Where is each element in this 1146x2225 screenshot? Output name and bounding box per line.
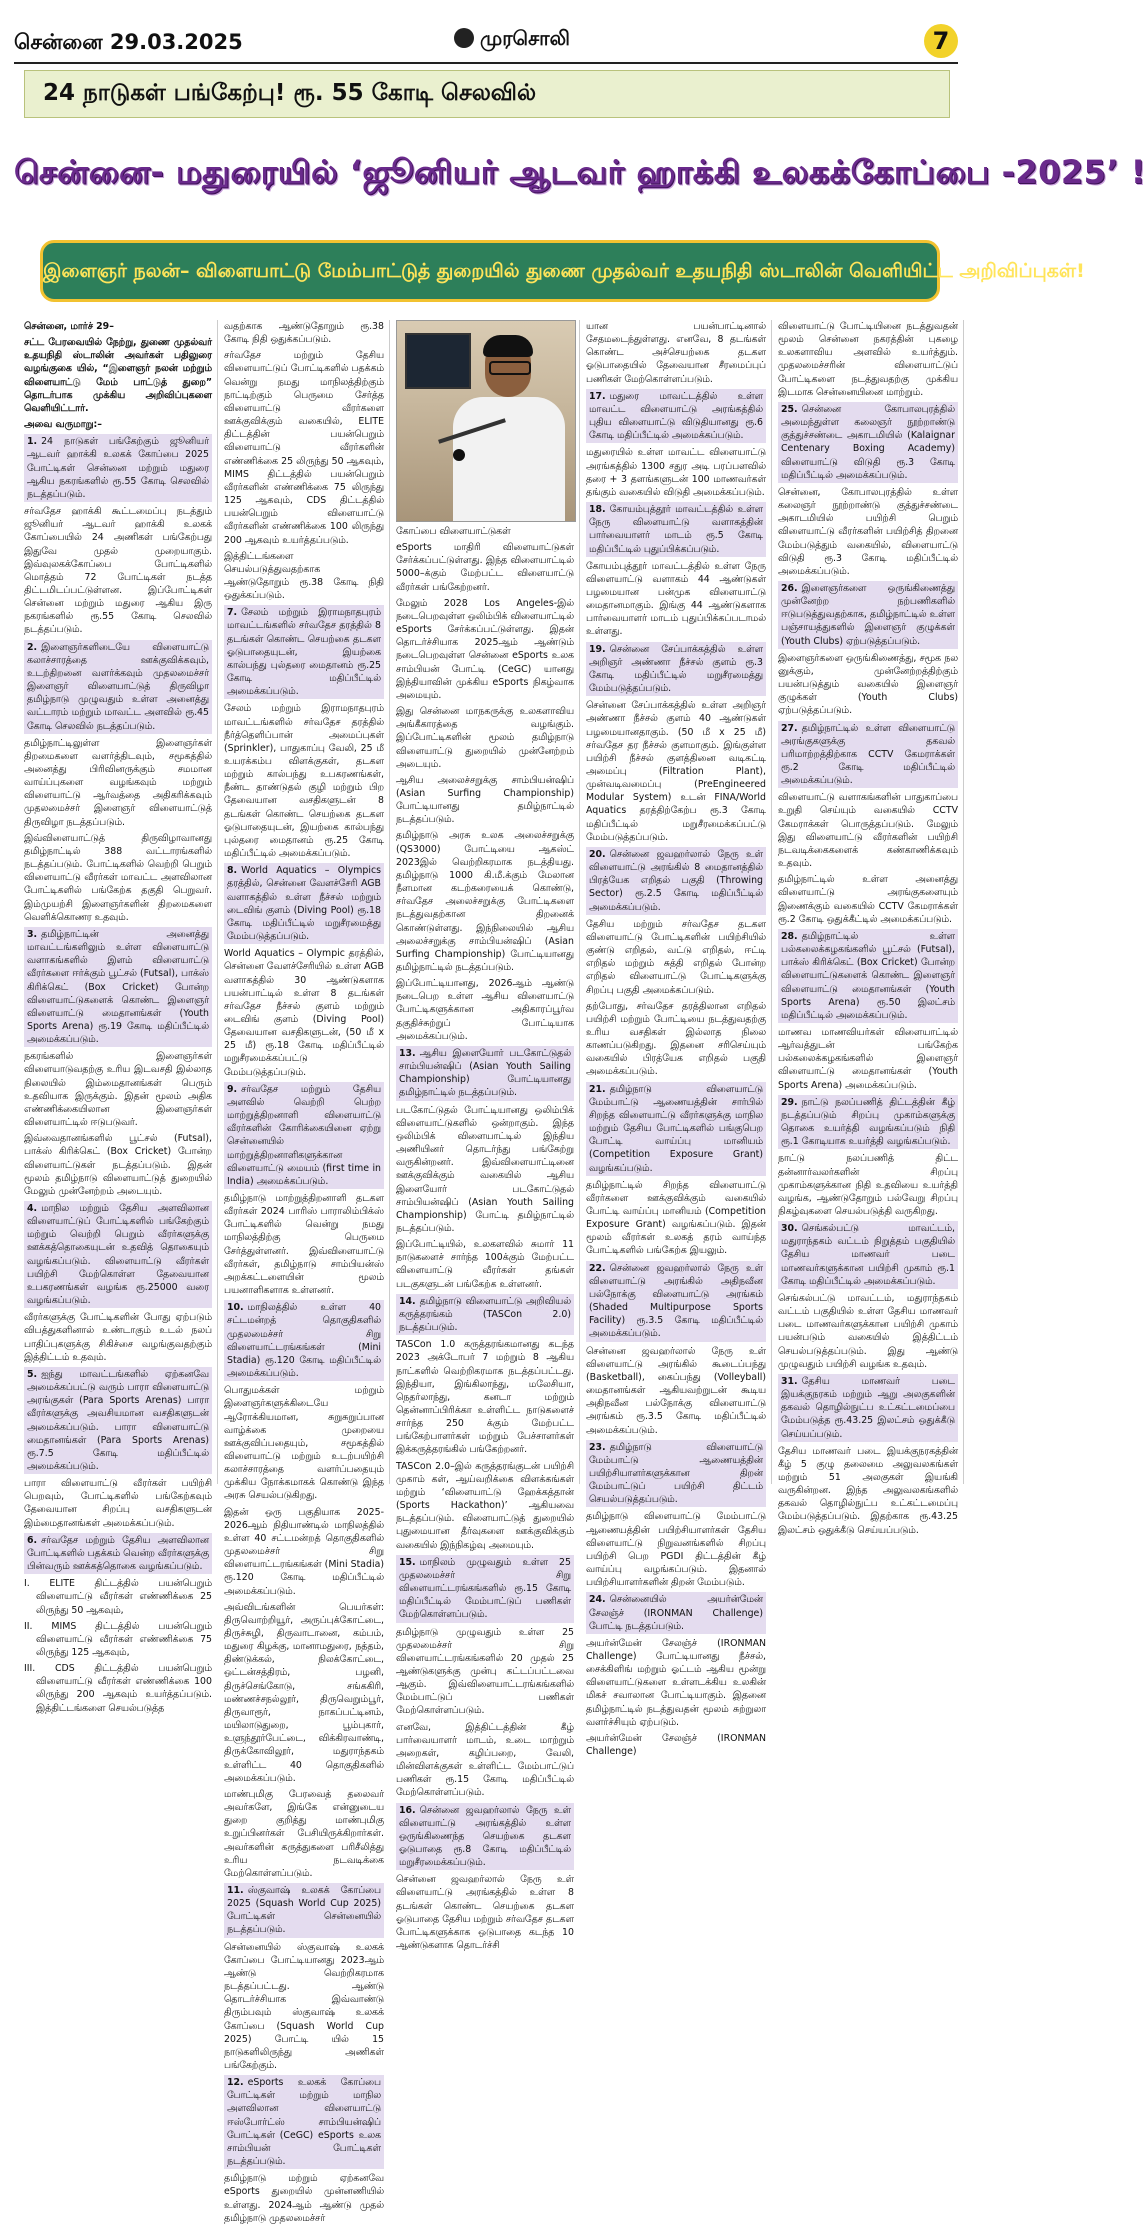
announcement-3: 3. தமிழ்நாட்டின் அனைத்து மாவட்டங்களிலும் உள்ள விளையாட்டு வளாகங்களில் இளம் விளையாட்டு வீரர்களை ஈர்க்கும் பூட்சல் (Futsal), பாக்ஸ் கிரிக்கெட் (Box Cricket) போன்ற விளையாட்டுகளைக் கொண்ட இளைஞர் விளையாட்டு மைதானங்கள் (Youth Sports Arena) ரூ.19 கோடி மதிப்பீட்டில் அமைக்கப்படும். bbox=[24, 927, 212, 1047]
column-4 bbox=[586, 320, 766, 1758]
sub-item: II. MIMS திட்டத்தில் பயன்பெறும் விளையாட்டு வீரர்கள் எண்ணிக்கை 75 லிருந்து 125 ஆகவும், bbox=[24, 1620, 212, 1658]
paragraph: இளைஞர்களை ஒருங்கிணைத்து, சமூக நல னுக்கும், முன்னேற்றத்திற்கும் பயன்படுத்தும் வகையில் இளைஞர் குழுக்கள் (Youth Clubs) ஏற்படுத்தப்படும். bbox=[778, 652, 958, 717]
intro-paragraph: சட்ட பேரவையில் நேற்று, துணை முதல்வர் உதயநிதி ஸ்டாலின் அவர்கள் பதிலுரை வழங்குகை யில், “இளைஞர் நலன் மற்றும் விளையாட்டு மேம் பாட்டுத் துறை” தொடர்பாக முக்கிய அறிவிப்புகளை வெளியிட்டார். bbox=[24, 337, 212, 414]
announcement-7: 7. சேலம் மற்றும் இராமநாதபுரம் மாவட்டங்களில் சர்வதேச தரத்தில் 8 தடங்கள் கொண்ட செயற்கை தடகள ஓடுபாதையுடன், இயற்கை கால்பந்து புல்தரை மைதானம் ரூ.25 கோடி மதிப்பீட்டில் அமைக்கப்படும். bbox=[224, 605, 384, 699]
paragraph: தமிழ்நாட்டில் உள்ள அனைத்து விளையாட்டு அரங்குகளையும் இணைக்கும் வகையில் CCTV கேமராக்கள் ரூ.2 கோடி ஒதுக்கீட்டில் அமைக்கப்படும். bbox=[778, 874, 958, 925]
announcement-24: 24. சென்னையில் அயர்ன்மேன் சேலஞ்ச் (IRONMAN Challenge) போட்டி நடத்தப்படும். bbox=[586, 1592, 766, 1633]
headline-text: சென்னை- மதுரையில் ‘ஜூனியர் ஆடவர் ஹாக்கி உலகக்கோப்பை -2025’ ! bbox=[14, 153, 1146, 191]
announcement-13: 13. ஆசிய இளையோர் படகோட்டுதல் சாம்பியன்ஷிப் (Asian Youth Sailing Championship) போட்டியானது தமிழ்நாட்டில் நடத்தப்படும். bbox=[396, 1046, 574, 1101]
paragraph: சென்னையில் ஸ்குவாஷ் உலகக் கோப்பை போட்டியானது 2023ஆம் ஆண்டு வெற்றிகரமாக நடத்தப்பட்டது. ஆண்டு தொடர்ச்சியாக இவ்வாண்டு திரும்பவும் ஸ்குவாஷ் உலகக் கோப்பை (Squash World Cup 2025) போட்டி யில் 15 நாடுகளிலிருந்து அணிகள் பங்கேற்கும். bbox=[224, 1941, 384, 2071]
column-2 bbox=[224, 320, 384, 2224]
announcement-31: 31. தேசிய மாணவர் படை இயக்குநரகம் மற்றும் ஆறு அலகுகளின் தகவல் தொழில்நுட்ப உட்கட்டமைப்பை மேம்படுத்த ரூ.43.25 இலட்சம் ஒதுக்கீடு செய்யப்படும். bbox=[778, 1374, 958, 1442]
subheadline-text: இளைஞர் நலன்– விளையாட்டு மேம்பாட்டுத் துறையில் துணை முதல்வர் உதயநிதி ஸ்டாலின் வெளியிட்ட அறிவிப்புகள்! bbox=[43, 260, 1085, 282]
kicker-text: 24 நாடுகள் பங்கேற்பு! ரூ. 55 கோடி செலவில் bbox=[43, 80, 537, 106]
announcement-25: 25. சென்னை கோபாலபுரத்தில் அமைந்துள்ள கலைஞர் நூற்றாண்டு குத்துச்சண்டை அகாடமியில் (Kalaignar Centenary Boxing Academy) விளையாட்டு விடுதி ரூ.3 கோடி மதிப்பீட்டில் அமைக்கப்படும். bbox=[778, 402, 958, 483]
announcement-16: 16. சென்னை ஜவஹர்லால் நேரு உள் விளையாட்டு அரங்கத்தில் உள்ள ஒருங்கிணைந்த செயற்கை தடகள ஓடுபாதை ரூ.8 கோடி மதிப்பீட்டில் மறுசீரமைக்கப்படும். bbox=[396, 1803, 574, 1871]
column-5 bbox=[778, 320, 958, 1536]
kicker-band bbox=[24, 70, 950, 118]
paragraph: இப்போட்டியில், உலகளவில் சுமார் 11 நாடுகளைச் சார்ந்த 100க்கும் மேற்பட்ட விளையாட்டு வீரர்கள் தங்கள் படகுகளுடன் பங்கேற்க உள்ளனர். bbox=[396, 1239, 574, 1290]
wristwatch-icon bbox=[453, 449, 465, 461]
announcement-15: 15. மாநிலம் முழுவதும் உள்ள 25 முதலமைச்சர் சிறு விளையாட்டரங்கங்களில் ரூ.15 கோடி மதிப்பீட்டில் மேம்பாட்டுப் பணிகள் மேற்கொள்ளப்படும். bbox=[396, 1555, 574, 1623]
announcement-8: 8. World Aquatics – Olympics தரத்தில், சென்னை வேளச்சேரி AGB வளாகத்தில் உள்ள நீச்சல் மற்றும் டைவிங் குளம் (Diving Pool) ரூ.18 கோடி மதிப்பீட்டில் மறுசீரமைத்து மேம்படுத்தப்படும். bbox=[224, 863, 384, 944]
masthead-date: சென்னை 29.03.2025 bbox=[14, 30, 243, 54]
paragraph: World Aquatics – Olympic தரத்தில், சென்னை வேளச்சேரியில் உள்ள AGB வளாகத்தில் 30 ஆண்டுகளாக பயன்பாட்டில் உள்ள 8 தடங்கள் சர்வதேச நீச்சல் குளம் மற்றும் டைவிங் குளம் (Diving Pool) தேவையான வசதிகளுடன், (50 மீ x 25 மீ) ரூ.18 கோடி மதிப்பீட்டில் மறுசீரமைக்கப்பட்டு மேம்படுத்தப்படும். bbox=[224, 948, 384, 1078]
announcement-17: 17. மதுரை மாவட்டத்தில் உள்ள மாவட்ட விளையாட்டு அரங்கத்தில் புதிய விளையாட்டு விடுதியானது ரூ.6 கோடி மதிப்பீட்டில் அமைக்கப்படும். bbox=[586, 389, 766, 444]
headline bbox=[14, 120, 1146, 224]
paragraph: அயர்ன்மேன் சேலஞ்ச் (IRONMAN Challenge) போட்டியானது நீச்சல், சைக்கிளிங் மற்றும் ஓட்டம் ஆகிய மூன்று விளையாட்டுகளை உள்ளடக்கிய உலகின் மிகச் சவாலான போட்டியாகும். இதனை தமிழ்நாட்டில் நடத்துவதன் மூலம் சுற்றுலா வளர்ச்சியும் ஏற்படும். bbox=[586, 1637, 766, 1728]
paragraph: தமிழ்நாடு விளையாட்டு மேம்பாட்டு ஆணையத்தின் பயிற்சியாளர்கள் தேசிய விளையாட்டு நிறுவனங்களில் சிறப்பு பயிற்சி பெற PGDI திட்டத்தின் கீழ் வாய்ப்பு வழங்கப்படும். இதனால் பயிற்சியாளர்களின் திறன் மேம்படும். bbox=[586, 1511, 766, 1589]
announcement-4: 4. மாநில மற்றும் தேசிய அளவிலான விளையாட்டுப் போட்டிகளில் பங்கேற்கும் மற்றும் வெற்றி பெறும் வீரர்களுக்கு ஊக்கத்தொகையுடன் உதவித் தொகையும் வழங்கப்படும். விளையாட்டு வீரர்கள் பயிற்சி மேற்கொள்ள தேவையான உபகரணங்கள் வழங்க ரூ.25000 வரை வழங்கப்படும். bbox=[24, 1201, 212, 1308]
paragraph: அவ்விடங்களின் பெயர்கள்: திருவொற்றியூர், அருப்புக்கோட்டை, திருச்சுழி, திருவாடானை, கம்பம், மதுரை கிழக்கு, மானாமதுரை, நத்தம், திண்டுக்கல், நிலக்கோட்டை, ஒட்டன்சத்திரம், பழனி, திருச்செங்கோடு, சங்ககிரி, மண்ணச்சநல்லூர், திருவெறும்பூர், திருவாரூர், நாகப்பட்டினம், மயிலாடுதுறை, பூம்புகார், உளுந்தூர்பேட்டை, விக்கிரவாண்டி, திருக்கோவிலூர், மதுராந்தகம் உள்ளிட்ட 40 தொகுதிகளில் அமைக்கப்படும். bbox=[224, 1601, 384, 1784]
announcement-10: 10. மாநிலத்தில் உள்ள 40 சட்டமன்றத் தொகுதிகளில் முதலமைச்சர் சிறு விளையாட்டரங்கங்கள் (Mini Stadia) ரூ.120 கோடி மதிப்பீட்டில் அமைக்கப்படும். bbox=[224, 1300, 384, 1381]
paragraph: நகரங்களில் இளைஞர்கள் விளையாடுவதற்கு உரிய இடவசதி இல்லாத நிலையில் இம்மைதானங்கள் பெரும் உதவியாக இருக்கும். இதன் மூலம் அதிக எண்ணிக்கையிலான இளைஞர்கள் விளையாட்டில் ஈடுபடுவர். bbox=[24, 1051, 212, 1129]
paragraph: TASCon 1.0 கருத்தரங்கமானது கடந்த 2023 அக்டோபர் 7 மற்றும் 8 ஆகிய நாட்களில் வெற்றிகரமாக நடத்தப்பட்டது. இந்தியா, இங்கிலாந்து, மலேசியா, நெதர்லாந்து, கனடா மற்றும் தென்னாப்பிரிக்கா உள்ளிட்ட நாடுகளைச் சார்ந்த 250 க்கும் மேற்பட்ட பங்கேற்பாளர்கள் மற்றும் பேச்சாளர்கள் இக்கருத்தரங்கில் பங்கேற்றனர். bbox=[396, 1339, 574, 1456]
sub-item: I. ELITE திட்டத்தில் பயன்பெறும் விளையாட்டு வீரர்கள் எண்ணிக்கை 25 லிருந்து 50 ஆகவும், bbox=[24, 1578, 212, 1616]
announcement-20: 20. சென்னை ஜவஹர்லால் நேரு உள் விளையாட்டு அரங்கில் 8 மைதானத்தில் பிரத்யேக எறிதல் பகுதி (Throwing Sector) ரூ.2.5 கோடி மதிப்பீட்டில் அமைக்கப்படும். bbox=[586, 847, 766, 915]
paragraph: தமிழ்நாடு அரசு உலக அலைச்சறுக்கு (QS3000) போட்டியை ஆகஸ்ட் 2023இல் வெற்றிகரமாக நடத்தியது. தமிழ்நாடு 1000 கி.மீ.க்கும் மேலான நீளமான கடற்கரையைக் கொண்டு, சர்வதேச அலைச்சறுக்கு போட்டிகளை நடத்துவதற்கான திறனைக் கொண்டுள்ளது. இந்நிலையில் ஆசிய அலைச்சறுக்கு சாம்பியன்ஷிப் (Asian Surfing Championship) போட்டியானது தமிழ்நாட்டில் நடத்தப்படும். bbox=[396, 830, 574, 973]
paragraph: படகோட்டுதல் போட்டியானது ஒலிம்பிக் விளையாட்டுகளில் ஒன்றாகும். இந்த ஒலிம்பிக் விளையாட்டில் இந்திய அணியினர் தொடர்ந்து பங்கேற்று வருகின்றனர். இவ்விளையாட்டினை ஊக்குவிக்கும் வகையில் ஆசிய இளையோர் படகோட்டுதல் சாம்பியன்ஷிப் (Asian Youth Sailing Championship) போட்டி தமிழ்நாட்டில் நடத்தப்படும். bbox=[396, 1104, 574, 1234]
masthead bbox=[14, 22, 958, 64]
announcement-21: 21. தமிழ்நாடு விளையாட்டு மேம்பாட்டு ஆணையத்தின் சார்பில் சிறந்த விளையாட்டு வீரர்களுக்கு மாநில மற்றும் தேசிய போட்டிகளில் பங்குபெற போட்டி வாய்ப்பு மானியம் (Competition Exposure Grant) வழங்கப்படும். bbox=[586, 1082, 766, 1176]
announcement-5: 5. ஐந்து மாவட்டங்களில் ஏற்கனவே அமைக்கப்பட்டு வரும் பாரா விளையாட்டு அரங்குகள் (Para Sports Arenas) பாரா வீரர்களுக்கு அவசியமான வசதிகளுடன் அமைக்கப்படும். பாரா விளையாட்டு மைதானங்கள் (Para Sports Arenas) ரூ.7.5 கோடி மதிப்பீட்டில் அமைக்கப்படும். bbox=[24, 1367, 212, 1474]
paragraph: விளையாட்டு வளாகங்களின் பாதுகாப்பை உறுதி செய்யும் வகையில் CCTV கேமராக்கள் பொருத்தப்படும். மேலும் இது விளையாட்டு வீரர்களின் பயிற்சி நடவடிக்கைகளைக் கண்காணிக்கவும் உதவும். bbox=[778, 792, 958, 870]
paragraph: தமிழ்நாட்டில் சிறந்த விளையாட்டு வீரர்களை ஊக்குவிக்கும் வகையில் போட்டி வாய்ப்பு மானியம் (Competition Exposure Grant) வழங்கப்படும். இதன் மூலம் வீரர்கள் உலகத் தரம் வாய்ந்த போட்டிகளில் பங்கேற்க இயலும். bbox=[586, 1179, 766, 1257]
paragraph: சேலம் மற்றும் இராமநாதபுரம் மாவட்டங்களில் சர்வதேச தரத்தில் நீர்த்தெளிப்பான் அமைப்புகள் (Sprinkler), பாதுகாப்பு வேலி, 25 மீ உயரக்கம்ப விளக்குகள், தடகள மற்றும் கால்பந்து உபகரணங்கள், நீண்ட தாண்டுதல் குழி மற்றும் பிற தேவையான வசதிகளுடன் 8 தடங்கள் கொண்ட செயற்கை தடகள ஓடுபாதையுடன், இயற்கை கால்பந்து புல்தரை மைதானம் ரூ.25 கோடி மதிப்பீட்டில் அமைக்கப்படும். bbox=[224, 703, 384, 860]
paragraph: தேசிய மற்றும் சர்வதேச தடகள விளையாட்டு போட்டிகளின் பயிற்சியில் குண்டு எறிதல், வட்டு எறிதல், ஈட்டி எறிதல் மற்றும் சுத்தி எறிதல் போன்ற எறிதல் விளையாட்டு போட்டிகளுக்கு சிறப்பு பகுதி அமைக்கப்படும். bbox=[586, 918, 766, 996]
speaker-shirt bbox=[453, 397, 565, 521]
paragraph: செங்கல்பட்டு மாவட்டம், மதுராந்தகம் வட்டம் பகுதியில் உள்ள தேசிய மாணவர் படை மாணவர்களுக்கான பயிற்சி முகாம் பயன்படும் வகையில் இத்திட்டம் செயல்படுத்தப்படும். இது ஆண்டு முழுவதும் பயிற்சி வழங்க உதவும். bbox=[778, 1292, 958, 1370]
announcement-30: 30. செங்கல்பட்டு மாவட்டம், மதுராந்தகம் வட்டம் நிறுத்தம் பகுதியில் தேசிய மாணவர் படை மாணவர்களுக்கான பயிற்சி முகாம் ரூ.1 கோடி மதிப்பீட்டில் அமைக்கப்படும். bbox=[778, 1221, 958, 1289]
paragraph: சென்னை ஜவஹர்லால் நேரு உள் விளையாட்டு அரங்கில் கூடைப்பந்து (Basketball), கைப்பந்து (Volleyball) மைதானங்கள் ஆகியவற்றுடன் கூடிய அதிநவீன பல்நோக்கு விளையாட்டு அரங்கம் ரூ.3.5 கோடி மதிப்பீட்டில் அமைக்கப்படும். bbox=[586, 1345, 766, 1436]
photo-caption: கோப்பை விளையாட்டுகள் bbox=[396, 526, 511, 537]
paragraph: இவ்விளையாட்டுத் திருவிழாவானது தமிழ்நாட்டில் 388 வட்டாரங்களில் நடத்தப்படும். போட்டிகளில் வெற்றி பெறும் விளையாட்டு வீரர்கள் மாவட்ட அளவிலான போட்டிகளில் பங்கேற்க தகுதி பெறுவர். இம்முயற்சி இளைஞர்களின் திறமைகளை வெளிக்கொணர உதவும். bbox=[24, 832, 212, 923]
announcement-28: 28. தமிழ்நாட்டில் உள்ள பல்கலைக்கழகங்களில் பூட்சல் (Futsal), பாக்ஸ் கிரிக்கெட் (Box Cricket) போன்ற விளையாட்டுகளைக் கொண்ட இளைஞர் விளையாட்டு மைதானங்கள் (Youth Sports Arena) ரூ.50 இலட்சம் மதிப்பீட்டில் அமைக்கப்படும். bbox=[778, 929, 958, 1023]
masthead-logo bbox=[454, 26, 570, 53]
announcement-26: 26. இளைஞர்களை ஒருங்கிணைத்து முன்னேற்ற நற்பணிகளில் ஈடுபடுத்துவதற்காக, தமிழ்நாட்டில் உள்ள பஞ்சாயத்துகளில் இளைஞர் குழுக்கள் (Youth Clubs) ஏற்படுத்தப்படும். bbox=[778, 581, 958, 649]
announcement-12: 12. eSports உலகக் கோப்பை போட்டிகள் மற்றும் மாநில அளவிலான விளையாட்டு ஈஸ்போர்ட்ஸ் சாம்பியன்ஷிப் போட்டிகள் (CeGC) eSports உலக சாம்பியன் போட்டிகள் நடத்தப்படும். bbox=[224, 2075, 384, 2169]
paragraph: TASCon 2.0–இல் கருத்தரங்குடன் பயிற்சி முகாம் கள், ஆய்வறிக்கை விளக்கங்கள் மற்றும் ‘விளையாட்டு ஹேக்கத்தான் (Sports Hackathon)’ ஆகியவை நடத்தப்படும். விளையாட்டுத் துறையில் புதுமையான தீர்வுகளை ஊக்குவிக்கும் வகையில் இந்நிகழ்வு அமையும். bbox=[396, 1460, 574, 1551]
paragraph: இப்போட்டியானது, 2026ஆம் ஆண்டு நடைபெற உள்ள ஆசிய விளையாட்டு போட்டிகளுக்கான அதிகாரப்பூர்வ தகுதிச்சுற்றுப் போட்டியாக அமைக்கப்படும். bbox=[396, 978, 574, 1042]
paragraph: தற்போது, சர்வதேச தரத்திலான எறிதல் பயிற்சி மற்றும் போட்டியை நடத்துவதற்கு உரிய வசதிகள் இல்லாத நிலை காணப்படுகிறது. இதனை சரிசெய்யும் வகையில் பிரத்யேக எறிதல் பகுதி அமைக்கப்படும். bbox=[586, 1000, 766, 1078]
rising-sun-emblem-icon bbox=[454, 28, 474, 48]
dateline: சென்னை, மார்ச் 29– bbox=[24, 321, 114, 332]
subheadline-band bbox=[40, 240, 1085, 302]
paragraph: யான பயன்பாட்டினால் சேதமடைந்துள்ளது. எனவே, 8 தடங்கள் கொண்ட அச்செயற்கை தடகள ஓடுபாதையில் தேவையான சீரமைப்புப் பணிகள் மேற்கொள்ளப்படும். bbox=[586, 321, 766, 385]
paper-name: முரசொலி bbox=[480, 26, 570, 50]
paragraph: எனவே, இத்திட்டத்தின் கீழ் பார்வையாளர் மாடம், உடை மாற்றும் அறைகள், கழிப்பறை, வேலி, மின்விளக்குகள் உள்ளிட்ட மேம்பாட்டுப் பணிகள் ரூ.15 கோடி மதிப்பீட்டில் மேற்கொள்ளப்படும். bbox=[396, 1721, 574, 1799]
paragraph: தமிழ்நாட்டிலுள்ள இளைஞர்கள் திறமைகளை வளர்த்திடவும், சமூகத்தில் அனைத்து பிரிவினருக்கும் சமமான வாய்ப்புகளை வழங்கவும் மற்றும் விளையாட்டு ஆர்வத்தை அதிகரிக்கவும் முதலமைச்சர் இளைஞர் விளையாட்டுத் திருவிழா நடத்தப்படும். bbox=[24, 737, 212, 828]
announcement-29: 29. நாட்டு நலப்பணித் திட்டத்தின் கீழ் நடத்தப்படும் சிறப்பு முகாம்களுக்கு தொகை உயர்த்தி வழங்கப்படும் நிதி ரூ.1 கோடியாக உயர்த்தி வழங்கப்படும். bbox=[778, 1095, 958, 1150]
paragraph: விளையாட்டு போட்டியினை நடத்துவதன் மூலம் சென்னை நகரத்தின் புகழை உலகளாவிய அளவில் உயர்த்தும். முதலமைச்சரின் விளையாட்டுப் போட்டிகளை நடத்துவதற்கு முக்கிய இடமாக சென்னையினை மாற்றும். bbox=[778, 321, 958, 398]
paragraph: சென்னை, கோபாலபுரத்தில் உள்ள கலைஞர் நூற்றாண்டு குத்துச்சண்டை அகாடமியில் பயிற்சி பெறும் விளையாட்டு வீரர்களின் பயிற்சித் திறனை மேம்படுத்தும் வகையில், விளையாட்டு விடுதி ரூ.3 கோடி மதிப்பீட்டில் அமைக்கப்படும். bbox=[778, 486, 958, 577]
paragraph: தமிழ்நாடு முழுவதும் உள்ள 25 முதலமைச்சர் சிறு விளையாட்டரங்கங்களில் 20 முதல் 25 ஆண்டுகளுக்கு முன்பு கட்டப்பட்டவை ஆகும். இவ்விளையாட்டரங்கங்களில் மேம்பாட்டுப் பணிகள் மேற்கொள்ளப்படும். bbox=[396, 1626, 574, 1717]
paragraph: கோயம்புத்தூர் மாவட்டத்தில் உள்ள நேரு விளையாட்டு வளாகம் 44 ஆண்டுகள் பழமையான பன்முக விளையாட்டு மைதானமாகும். இங்கு 44 ஆண்டுகளாக பார்வையாளர் மாடம் புதுப்பிக்கப்படாமல் உள்ளது. bbox=[586, 560, 766, 638]
paragraph: மதுரையில் உள்ள மாவட்ட விளையாட்டு அரங்கத்தில் 1300 சதுர அடி பரப்பளவில் தரை + 3 தளங்களுடன் 100 மாணவர்கள் தங்கும் வகையில் விடுதி அமைக்கப்படும். bbox=[586, 447, 766, 498]
paragraph: தமிழ்நாடு மற்றும் ஏற்கனவே eSports துறையில் முன்னணியில் உள்ளது. 2024ஆம் ஆண்டு முதல் தமிழ்நாடு முதலமைச்சர் bbox=[224, 2173, 384, 2224]
paragraph: நாட்டு நலப்பணித் திட்ட தன்னார்வலர்களின் சிறப்பு முகாம்களுக்கான நிதி உதவியை உயர்த்தி வழங்க, ஆண்டுதோறும் பல்வேறு சிறப்பு நிகழ்வுகளை செயல்படுத்தி வருகிறது. bbox=[778, 1153, 958, 1217]
paragraph: சர்வதேச ஹாக்கி கூட்டமைப்பு நடத்தும் ஜூனியர் ஆடவர் ஹாக்கி உலகக் கோப்பையில் 24 அணிகள் பங்கேற்பது இதுவே முதல் முறையாகும். இவ்வுலகக்கோப்பை போட்டிகளில் மொத்தம் 72 போட்டிகள் நடத்த திட்டமிடப்பட்டுள்ளன. இப்போட்டிகள் சென்னை மற்றும் மதுரை ஆகிய இரு நகரங்களில் ரூ.55 கோடி செலவில் நடத்தப்படும். bbox=[24, 506, 212, 636]
announcement-19: 19. சென்னை சேப்பாக்கத்தில் உள்ள அறிஞர் அண்ணா நீச்சல் குளம் ரூ.3 கோடி மதிப்பீட்டில் மறுசீரமைத்து மேம்படுத்தப்படும். bbox=[586, 642, 766, 697]
paragraph: வீரர்களுக்கு போட்டிகளின் போது ஏற்படும் விபத்துகளினால் உண்டாகும் உடல் நலப் பாதிப்புகளுக்கு சிகிச்சை வழங்குவதற்கும் இத்திட்டம் உதவும். bbox=[24, 1312, 212, 1363]
column-3 bbox=[396, 320, 574, 1952]
paragraph: அயர்ன்மேன் சேலஞ்ச் (IRONMAN Challenge) bbox=[586, 1732, 766, 1758]
paragraph: eSports மாதிரி விளையாட்டுகள் சேர்க்கப்பட்டுள்ளது. இந்த விளையாட்டில் 5000–க்கும் மேற்பட்ட விளையாட்டு வீரர்கள் பங்கேற்றனர். bbox=[396, 542, 574, 593]
announcement-22: 22. சென்னை ஜவஹர்லால் நேரு உள் விளையாட்டு அரங்கில் அதிநவீன பல்நோக்கு விளையாட்டு அரங்கம் (Shaded Multipurpose Sports Facility) ரூ.3.5 கோடி மதிப்பீட்டில் அமைக்கப்படும். bbox=[586, 1261, 766, 1342]
minister-photo bbox=[396, 320, 576, 522]
announcement-27: 27. தமிழ்நாட்டில் உள்ள விளையாட்டு அரங்குகளுக்கு தகவல் பரிமாற்றத்திற்காக CCTV கேமராக்கள் ரூ.2 கோடி மதிப்பீட்டில் அமைக்கப்படும். bbox=[778, 721, 958, 789]
paragraph: பொதுமக்கள் மற்றும் இளைஞர்களுக்கிடையே ஆரோக்கியமான, சுறுசுறுப்பான வாழ்க்கை முறையை ஊக்குவிப்பதையும், சமூகத்தில் விளையாட்டு மற்றும் உடற்பயிற்சி கலாச்சாரத்தை வளர்ப்பதையும் முக்கிய நோக்கமாகக் கொண்டு இந்த அரசு செயல்படுகிறது. bbox=[224, 1385, 384, 1502]
paragraph: மாண்புமிகு பேரவைத் தலைவர் அவர்களே, இங்கே என்னுடைய துறை குறித்து மாண்புமிகு உறுப்பினர்கள் பேசியிருக்கிறார்கள். அவர்களின் கருத்துகளை பரிசீலித்து உரிய நடவடிக்கை மேற்கொள்ளப்படும். bbox=[224, 1788, 384, 1879]
lead-in: அவை வருமாறு:– bbox=[24, 419, 102, 431]
paragraph: ஆசிய அலைச்சறுக்கு சாம்பியன்ஷிப் (Asian Surfing Championship) போட்டியானது தமிழ்நாட்டில் நடத்தப்படும். bbox=[396, 774, 574, 826]
paragraph: இத்திட்டங்களை செயல்படுத்துவதற்காக ஆண்டுதோறும் ரூ.38 கோடி நிதி ஒதுக்கப்படும். bbox=[224, 550, 384, 602]
monitor-screen bbox=[405, 333, 471, 389]
paragraph: இதன் ஒரு பகுதியாக 2025-2026ஆம் நிதியாண்டில் மாநிலத்தில் உள்ள 40 சட்டமன்றத் தொகுதிகளில் முதலமைச்சர் சிறு விளையாட்டரங்கங்கள் (Mini Stadia) ரூ.120 கோடி மதிப்பீட்டில் அமைக்கப்படும். bbox=[224, 1506, 384, 1597]
paragraph: இவ்வைதானங்களில் பூட்சல் (Futsal), பாக்ஸ் கிரிக்கெட் (Box Cricket) போன்ற விளையாட்டுகள் நடத்தப்படும். இதன் மூலம் தமிழ்நாடு விளையாட்டுத் துறையில் மேலும் முன்னேற்றம் அடையும். bbox=[24, 1133, 212, 1197]
announcement-1: 1. 24 நாடுகள் பங்கேற்கும் ஜூனியர் ஆடவர் ஹாக்கி உலகக் கோப்பை 2025 போட்டிகள் சென்னை மற்றும் மதுரை ஆகிய நகரங்களில் ரூ.55 கோடி செலவில் நடத்தப்படும். bbox=[24, 434, 212, 502]
spectacles-icon bbox=[489, 361, 531, 375]
paragraph: மாணவ மாணவியர்கள் விளையாட்டில் ஆர்வத்துடன் பங்கேற்க பல்கலைக்கழகங்களில் இளைஞர் விளையாட்டு மைதானங்கள் (Youth Sports Arena) அமைக்கப்படும். bbox=[778, 1026, 958, 1091]
paragraph: வதற்காக ஆண்டுதோறும் ரூ.38 கோடி நிதி ஒதுக்கப்படும். bbox=[224, 321, 384, 346]
announcement-6: 6. சர்வதேச மற்றும் தேசிய அளவிலான போட்டிகளில் பதக்கம் வென்ற வீரர்களுக்கு பின்வரும் ஊக்கத்தொகை வழங்கப்படும். bbox=[24, 1533, 212, 1574]
paragraph: தேசிய மாணவர் படை இயக்குநரகத்தின் கீழ் 5 குழு தலைமை அலுவலகங்கள் மற்றும் 51 அலகுகள் இயங்கி வருகின்றன. இந்த அலுவலகங்களில் தகவல் தொழில்நுட்ப உட்கட்டமைப்பு மேம்படுத்தப்படும். இதற்காக ரூ.43.25 இலட்சம் ஒதுக்கீடு செய்யப்படும். bbox=[778, 1445, 958, 1536]
announcement-9: 9. சர்வதேச மற்றும் தேசிய அளவில் வெற்றி பெற்ற மாற்றுத்திறனாளி விளையாட்டு வீரர்களின் கோரிக்கையினை ஏற்று சென்னையில் மாற்றுத்திறனாளிகளுக்கான விளையாட்டு மையம் (first time in India) அமைக்கப்படும். bbox=[224, 1082, 384, 1189]
announcement-18: 18. கோயம்புத்தூர் மாவட்டத்தில் உள்ள நேரு விளையாட்டு வளாகத்தின் பார்வையாளர் மாடம் ரூ.5 கோடி மதிப்பீட்டில் புதுப்பிக்கப்படும். bbox=[586, 502, 766, 557]
column-1 bbox=[24, 320, 212, 1714]
sub-item: III. CDS திட்டத்தில் பயன்பெறும் விளையாட்டு வீரர்கள் எண்ணிக்கை 100 லிருந்து 200 ஆகவும் உயர்த்தப்படும். இத்திட்டங்களை செயல்படுத்த bbox=[24, 1663, 212, 1714]
paragraph: சென்னை சேப்பாக்கத்தில் உள்ள அறிஞர் அண்ணா நீச்சல் குளம் 40 ஆண்டுகள் பழமையானதாகும். (50 மீ x 25 மீ) சர்வதேச தர நீச்சல் குளமாகும். இங்குள்ள பயிற்சி நீச்சல் குளத்தினை வடிகட்டி அமைப்பு (Filtration Plant), முன்வடிவமைப்பு (PreEngineered Modular System) உடன் FINA/World Aquatics தரத்திற்கேற்ப ரூ.3 கோடி மதிப்பீட்டில் மறுசீரமைக்கப்பட்டு மேம்படுத்தப்படும். bbox=[586, 700, 766, 843]
article-columns bbox=[24, 320, 958, 2224]
paragraph: மேலும் 2028 Los Angeles-இல் நடைபெறவுள்ள ஒலிம்பிக் விளையாட்டில் eSports சேர்க்கப்பட்டுள்ளது. இதன் தொடர்ச்சியாக 2025ஆம் ஆண்டும் நடைபெறவுள்ள சென்னை eSports உலக சாம்பியன் போட்டி (CeGC) யானது இந்தியாவின் முக்கிய eSports நிகழ்வாக அமையும். bbox=[396, 597, 574, 701]
paragraph: சர்வதேச மற்றும் தேசிய விளையாட்டுப் போட்டிகளில் பதக்கம் வென்று நமது மாநிலத்திற்கும் நாட்டிற்கும் பெருமை சேர்த்த விளையாட்டு வீரர்களை ஊக்குவிக்கும் வகையில், ELITE திட்டத்தின் பயன்பெறும் விளையாட்டு வீரர்களின் எண்ணிக்கை 25 லிருந்து 50 ஆகவும், MIMS திட்டத்தில் பயன்பெறும் வீரர்களின் எண்ணிக்கை 75 லிருந்து 125 ஆகவும், CDS திட்டத்தில் பயன்பெறும் விளையாட்டு வீரர்களின் எண்ணிக்கை 100 லிருந்து 200 ஆகவும் உயர்த்தப்படும். bbox=[224, 350, 384, 546]
announcement-23: 23. தமிழ்நாடு விளையாட்டு மேம்பாட்டு ஆணையத்தின் பயிற்சியாளர்களுக்கான திறன் மேம்பாட்டுப் பயிற்சி திட்டம் செயல்படுத்தப்படும். bbox=[586, 1440, 766, 1508]
paragraph: தமிழ்நாடு மாற்றுத்திறனாளி தடகள வீரர்கள் 2024 பாரிஸ் பாராலிம்பிக்ஸ் போட்டிகளில் வென்று நமது மாநிலத்திற்கு பெருமை சேர்த்துள்ளனர். இவ்விளையாட்டு வீரர்கள், தமிழ்நாடு சாம்பியன்ஸ் அறக்கட்டளையின் மூலம் பயனாளிகளாக உள்ளனர். bbox=[224, 1193, 384, 1297]
paragraph: பாரா விளையாட்டு வீரர்கள் பயிற்சி பெறவும், போட்டிகளில் பங்கேற்கவும் தேவையான சிறப்பு வசதிகளுடன் இம்மைதானங்கள் அமைக்கப்படும். bbox=[24, 1478, 212, 1529]
speaker-hair bbox=[483, 335, 533, 357]
announcement-14: 14. தமிழ்நாடு விளையாட்டு அறிவியல் கருத்தரங்கம் (TASCon 2.0) நடத்தப்படும். bbox=[396, 1294, 574, 1335]
paragraph: இது சென்னை மாநகருக்கு உலகளாவிய அங்கீகாரத்தை வழங்கும். இப்போட்டிகளின் மூலம் தமிழ்நாடு விளையாட்டு துறையில் முன்னேற்றம் அடையும். bbox=[396, 706, 574, 770]
announcement-11: 11. ஸ்குவாஷ் உலகக் கோப்பை 2025 (Squash World Cup 2025) போட்டிகள் சென்னையில் நடத்தப்படும். bbox=[224, 1883, 384, 1938]
page-number-badge: 7 bbox=[924, 24, 958, 58]
announcement-2: 2. இளைஞர்களிடையே விளையாட்டு கலாச்சாரத்தை ஊக்குவிக்கவும், உடற்திறனை வளர்க்கவும் முதலமைச்சர் இளைஞர் விளையாட்டுத் திருவிழா தமிழ்நாடு முழுவதும் உள்ள அனைத்து வட்டாரம் மற்றும் மாவட்ட அளவில் ரூ.45 கோடி செலவில் நடத்தப்படும். bbox=[24, 640, 212, 734]
paragraph: சென்னை ஜவஹர்லால் நேரு உள் விளையாட்டு அரங்கத்தில் உள்ள 8 தடங்கள் கொண்ட செயற்கை தடகள ஓடுபாதை தேசிய மற்றும் சர்வதேச தடகள போட்டிகளுக்காக ஒடுபாதை கடந்த 10 ஆண்டுகளாக தொடர்ச்சி bbox=[396, 1874, 574, 1952]
